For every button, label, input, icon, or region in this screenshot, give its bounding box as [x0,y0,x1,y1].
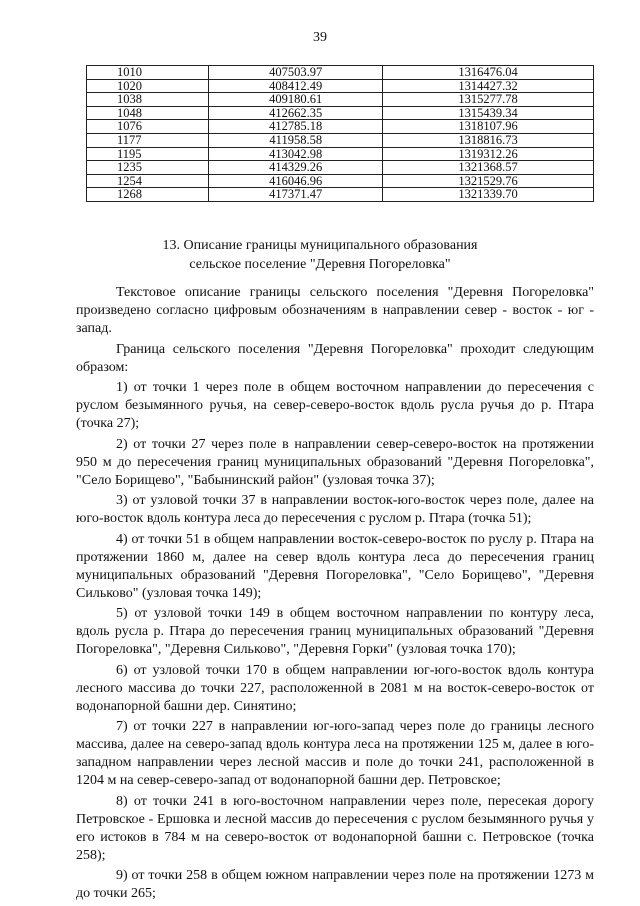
paragraph: 5) от узловой точки 149 в общем восточном направлении по контуру леса, вдоль русла р. Птара до пересечения границ муниципальных образований "Деревня Погореловка", "Деревня Сильково", "Деревня Горки" (узловая точка 170); [76,606,594,657]
table-row [87,79,594,93]
table-row [87,188,594,202]
table-row [87,147,594,161]
y-coordinate-cell: 1318816.73 [383,133,594,147]
y-coordinate-cell: 1315439.34 [383,106,594,120]
point-number-cell: 1020 [87,79,209,93]
table-row [87,161,594,175]
table-row [87,133,594,147]
paragraph: 2) от точки 27 через поле в направлении север-северо-восток на протяжении 950 м до пересечения границ муниципальных образований "Деревня Погореловка", "Село Борищево", "Бабынинский район" (узловая точка 37); [76,436,594,488]
x-coordinate-cell: 413042.98 [209,147,383,161]
paragraph: Текстовое описание границы сельского поселения "Деревня Погореловка" произведено согласно цифровым обозначениям в направлении север - восток - юг - запад. [76,285,594,336]
x-coordinate-cell: 411958.58 [209,133,383,147]
point-number-cell: 1038 [87,93,209,107]
paragraph: Граница сельского поселения "Деревня Погореловка" проходит следующим образом: [76,341,594,375]
x-coordinate-cell: 414329.26 [209,161,383,175]
paragraph: 3) от узловой точки 37 в направлении восток-юго-восток через поле, далее на юго-восток вдоль контура леса до пересечения с руслом р. Птара (точка 51); [76,493,594,526]
paragraph: 8) от точки 241 в юго-восточном направлении через поле, пересекая дорогу Петровское - Ершовка и лесной массив до пересечения с руслом безымянного ручья у его истоков в 784 м на северо-восток от водонапорной башни с. Петровское (точка 258); [76,793,594,863]
x-coordinate-cell: 416046.96 [209,174,383,188]
paragraph: 1) от точки 1 через поле в общем восточном направлении до пересечения с руслом безымянного ручья, на север-северо-восток вдоль русла ручья до р. Птара (точка 27); [76,380,594,431]
paragraph: 6) от узловой точки 170 в общем направлении юг-юго-восток вдоль контура лесного массива до точки 227, расположенной в 2081 м на восток-северо-восток от водонапорной башни дер. Синятино; [76,662,594,714]
table-row [87,174,594,188]
coordinates-table [86,65,594,202]
y-coordinate-cell: 1321339.70 [383,188,594,202]
table-row [87,66,594,80]
boundary-description [76,284,594,906]
point-number-cell: 1235 [87,161,209,175]
point-number-cell: 1195 [87,147,209,161]
y-coordinate-cell: 1319312.26 [383,147,594,161]
x-coordinate-cell: 408412.49 [209,79,383,93]
y-coordinate-cell: 1318107.96 [383,120,594,134]
paragraph: 4) от точки 51 в общем направлении восток-северо-восток по руслу р. Птара на протяжении 1860 м, далее на север вдоль контура леса до пересечения границ муниципальных образований "Деревня Погореловка", "Село Борищево", "Деревня Сильково" (узловая точка 149); [76,531,594,601]
section-title [0,236,640,274]
table-row [87,106,594,120]
x-coordinate-cell: 407503.97 [209,66,383,80]
y-coordinate-cell: 1315277.78 [383,93,594,107]
x-coordinate-cell: 417371.47 [209,188,383,202]
page-number: 39 [313,30,327,45]
table-row [87,120,594,134]
point-number-cell: 1254 [87,174,209,188]
x-coordinate-cell: 412785.18 [209,120,383,134]
section-title-line: сельское поселение "Деревня Погореловка" [189,257,451,272]
y-coordinate-cell: 1321529.76 [383,174,594,188]
x-coordinate-cell: 412662.35 [209,106,383,120]
point-number-cell: 1268 [87,188,209,202]
x-coordinate-cell: 409180.61 [209,93,383,107]
point-number-cell: 1010 [87,66,209,80]
table-row [87,93,594,107]
point-number-cell: 1076 [87,120,209,134]
section-title-line: 13. Описание границы муниципального образования [162,238,478,253]
point-number-cell: 1177 [87,133,209,147]
point-number-cell: 1048 [87,106,209,120]
paragraph: 9) от точки 258 в общем южном направлении через поле на протяжении 1273 м до точки 265; [76,868,594,901]
y-coordinate-cell: 1321368.57 [383,161,594,175]
paragraph: 7) от точки 227 в направлении юг-юго-запад через поле до границы лесного массива, далее на северо-запад вдоль контура леса на протяжении 125 м, далее в юго-западном направлении через лесной массив и поле до точки 241, расположенной в 1204 м на север-северо-запад от водонапорной башни дер. Петровское; [76,719,594,788]
y-coordinate-cell: 1314427.32 [383,79,594,93]
y-coordinate-cell: 1316476.04 [383,66,594,80]
